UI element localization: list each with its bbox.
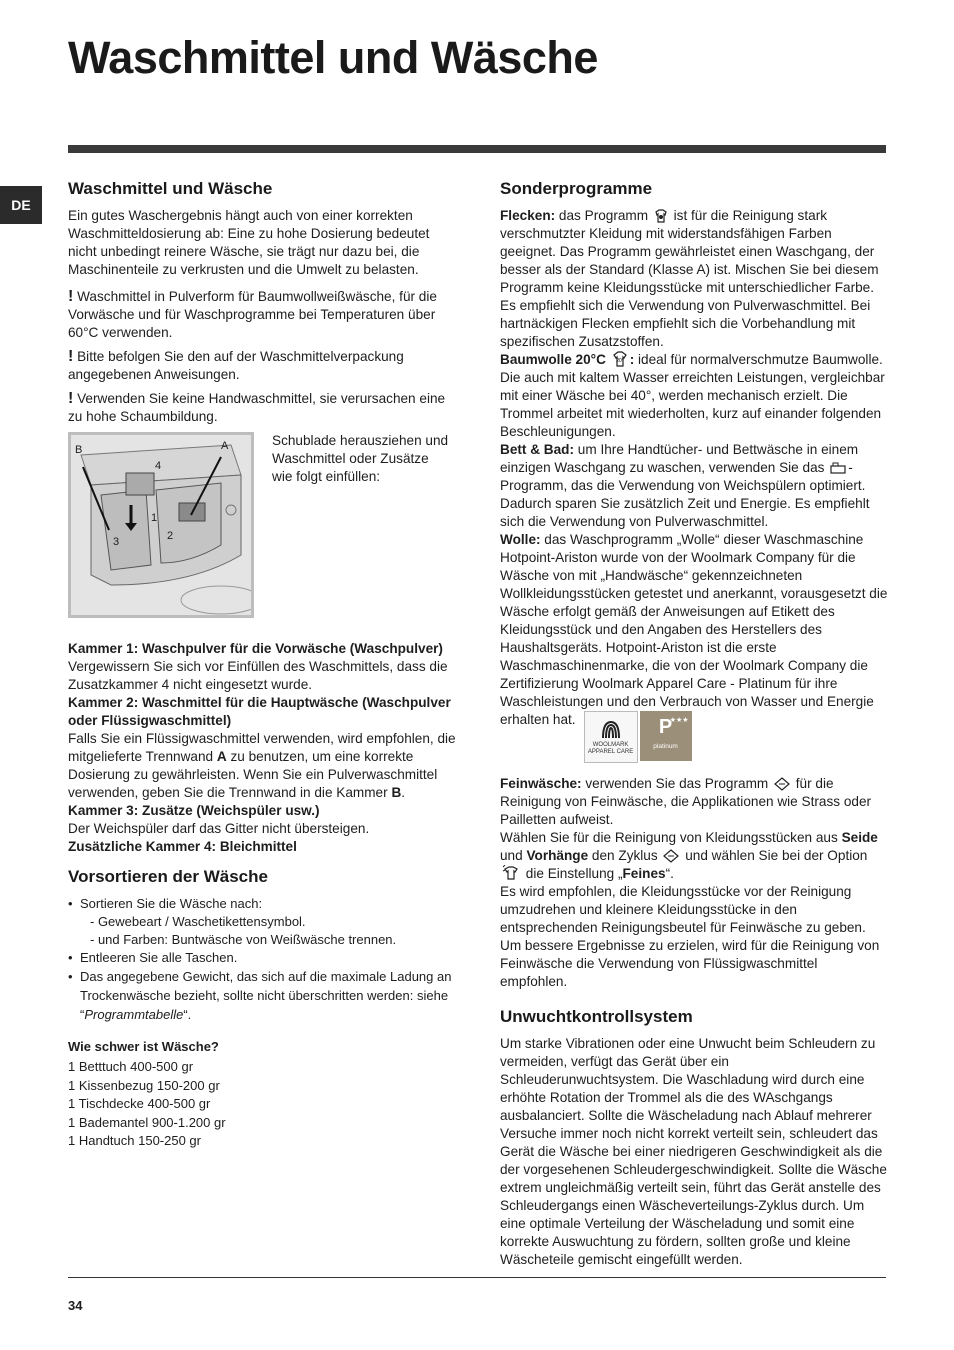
footer-rule [68,1277,886,1278]
sorting-list [68,895,456,1024]
title-rule [68,145,886,153]
page-title: Waschmittel und Wäsche [68,32,598,83]
warning-1: ! Waschmittel in Pulverform für Baumwollweißwäsche, für die Vorwäsche und für Waschprogramme bei Temperaturen über 60°C verwenden. [68,288,437,340]
warning-mark: ! [68,390,74,407]
baumwolle-paragraph: Baumwolle 20°C 20° : ideal für normalverschmutze Baumwolle. Die auch mit kaltem Wasser erreichten Leistungen, vergleichbar mit einer Wäsche bei 40°, werden mechanisch erzielt. Die Trommel arbeitet mit wiederholten, kurz auf einander folgenden Beschleunigungen. [500,352,885,439]
figure-caption: Schublade herausziehen und Waschmittel oder Zusätze wie folgt einfüllen: [272,433,449,484]
list-item: 1 Kissenbezug 150-200 gr [68,1077,220,1093]
bett-bad-paragraph: Bett & Bad: um Ihre Handtücher- und Bettwäsche in einem einzigen Waschgang zu waschen, verwenden Sie das -Programm, das die Verwendung von Weichspülern optimiert. Dadurch sparen Sie zusätzlich Zeit und Energie. Es empfiehlt sich die Verwendung von Pulverwaschmittel. [500,442,870,529]
kammer-2-text: Falls Sie ein Flüssigwaschmittel verwenden, wird empfohlen, die mitgelieferte Trennwand A zu benutzen, um eine korrekte Dosierung zu gewährleisten. Wenn Sie ein Pulverwaschmittel verwenden, geben Sie die Trennwand in die Kammer B. [68,731,456,800]
feinwaesche-hinweis: Es wird empfohlen, die Kleidungsstücke vor der Reinigung umzudrehen und kleinere Kleidungsstücke in den entsprechenden Reinigungsbeutel für Feinwäsche zu geben. Um bessere Ergebnisse zu erzielen, wird für die Reinigung von Feinwäsche die Verwendung von Flüssigwaschmittel empfohlen. [500,884,880,989]
bed-bath-icon [830,461,846,475]
kammer-4-title: Zusätzliche Kammer 4: Bleichmittel [68,839,297,854]
flecken-paragraph: Flecken: das Programm ist für die Reinigung stark verschmutzter Kleidung mit widerstandsfähigen Farben geeignet. Das Programm gewährleistet einen Waschgang, der besser als der Standard (Klasse A) ist. Mischen Sie bei diesem Programm keine Kleidungsstücke mit unterschiedlicher Farbe. Es empfiehlt sich die Verwendung von Pulverwaschmittel. Bei hartnäckigen Flecken empfiehlt sich die Vorbehandlung mit spezifischen Zusatzstoffen. [500,208,879,349]
list-item: • Entleeren Sie alle Taschen. [68,949,456,967]
list-item: • Sortieren Sie die Wäsche nach: - Gewebeart / Waschetikettensymbol. - und Farben: Buntwäsche von Weißwäsche trennen. [68,895,456,949]
left-column [68,178,456,1151]
kammer-3-text: Der Weichspüler darf das Gitter nicht übersteigen. [68,821,370,836]
option-icon [502,865,520,881]
warning-mark: ! [68,348,74,365]
warning-3: ! Verwenden Sie keine Handwaschmittel, sie verursachen eine zu hohe Schaumbildung. [68,390,446,424]
label-2: 2 [167,530,174,542]
cotton-20-icon [612,351,628,367]
feinwaesche-paragraph: Feinwäsche: verwenden Sie das Programm für die Reinigung von Feinwäsche, die Applikationen wie Strass oder Pailletten aufweist. [500,776,872,827]
feinwaesche-seide-paragraph: Wählen Sie für die Reinigung von Kleidungsstücken aus Seide und Vorhänge den Zyklus und wählen Sie bei der Option die Einstellung „Feines“. [500,830,878,881]
kammer-1-title: Kammer 1: Waschpulver für die Vorwäsche (Waschpulver) [68,641,443,656]
list-item: 1 Tischdecke 400-500 gr [68,1096,211,1111]
kammer-3-title: Kammer 3: Zusätze (Weichspüler usw.) [68,803,320,818]
warning-mark: ! [68,288,74,305]
unwucht-paragraph: Um starke Vibrationen oder eine Unwucht beim Schleudern zu vermeiden, verfügt das Gerät über ein Schleuderunwuchtsystem. Die Waschladung wird durch eine erhöhte Rotation der Trommel als die des WAschgangs ausbalanciert. Sollte die Wäscheladung nach Ablauf mehrerer Versuche immer noch nicht korrekt verteilt sein, schleudert das Gerät die Wäsche bei einer niedrigeren Geschwindigkeit als die der vorgesehenen Schleudergeschwindigkeit. Sollte die Wäsche extrem ungleichmäßig verteilt sein, führt das Gerät anstelle des Schleudergangs einen Wäscheverteilungs-Zyklus durch. Um eine optimale Verteilung der Wäscheladung und somit eine korrekte Auswuchtung zu fördern, sollten große und kleine Wäscheteile gemischt eingefüllt werden. [500,1036,887,1267]
section-heading-sonderprogramme: Sonderprogramme [500,179,653,198]
delicate-icon [774,777,790,791]
list-item: 1 Bademantel 900-1.200 gr [68,1114,226,1130]
page-number: 34 [68,1298,83,1313]
section-heading-unwucht: Unwuchtkontrollsystem [500,1007,693,1026]
right-column [500,178,888,1269]
stain-program-icon [654,209,668,223]
intro-paragraph: Ein gutes Waschergebnis hängt auch von einer korrekten Waschmitteldosierung ab: Eine zu hohe Dosierung bedeutet nicht unbedingt reinere Wäsche, sie trägt nur dazu bei, die Maschinenteile zu verkrusten und die Umwelt zu belasten. [68,208,430,277]
svg-text:20°: 20° [615,358,624,364]
weight-heading: Wie schwer ist Wäsche? [68,1039,219,1054]
list-item: • Das angegebene Gewicht, das sich auf die maximale Ladung an Trockenwäsche bezieht, sollte nicht überschritten werden: siehe “Programmtabelle“. [68,967,456,1024]
woolmark-logo: WOOLMARK APPAREL CARE [584,711,638,763]
kammer-1-text: Vergewissern Sie sich vor Einfüllen des Waschmittels, dass die Zusatzkammer 4 nicht eingesetzt wurde. [68,659,448,692]
label-a: A [221,440,229,452]
label-b: B [75,444,83,456]
section-heading-vorsortieren: Vorsortieren der Wäsche [68,867,268,886]
delicate-icon [663,849,679,863]
label-1: 1 [151,512,158,524]
woolmark-icon [599,718,623,742]
drawer-figure-row [68,432,456,618]
weight-list [68,1058,456,1151]
label-4: 4 [155,460,162,472]
label-3: 3 [113,536,120,548]
list-item: 1 Betttuch 400-500 gr [68,1059,194,1074]
list-item: 1 Handtuch 150-250 gr [68,1133,201,1148]
language-tab: DE [0,186,42,224]
wolle-paragraph: Wolle: das Waschprogramm „Wolle“ dieser Waschmaschine Hotpoint-Ariston wurde von der Woolmark Company für die Wäsche von mit „Handwäsche“ gekennzeichneten Wollkleidungsstücken getestet und anerkannt, vorausgesetzt die Wäsche erfolgt gemäß der Anweisungen auf Etikett des Kleidungsstück und den Angaben des Herstellers des Haushaltsgeräts. Hotpoint-Ariston ist die erste Waschmaschinenmarke, die von der Woolmark Company die Zertifizierung Woolmark Apparel Care - Platinum für ihre Waschleistungen und den Verbrauch von Wasser und Energie erhalten hat. WOOLMARK APPAREL CARE ★★★ P platinum [500,531,888,763]
warning-2: ! Bitte befolgen Sie den auf der Waschmittelverpackung angegebenen Anweisungen. [68,348,404,382]
section-heading-waschmittel: Waschmittel und Wäsche [68,179,273,198]
kammer-2-title: Kammer 2: Waschmittel für die Hauptwäsche (Waschpulver oder Flüssigwaschmittel) [68,695,451,728]
woolmark-logos [584,711,692,763]
detergent-drawer-illustration [68,432,254,618]
platinum-logo: ★★★ P platinum [640,711,692,761]
